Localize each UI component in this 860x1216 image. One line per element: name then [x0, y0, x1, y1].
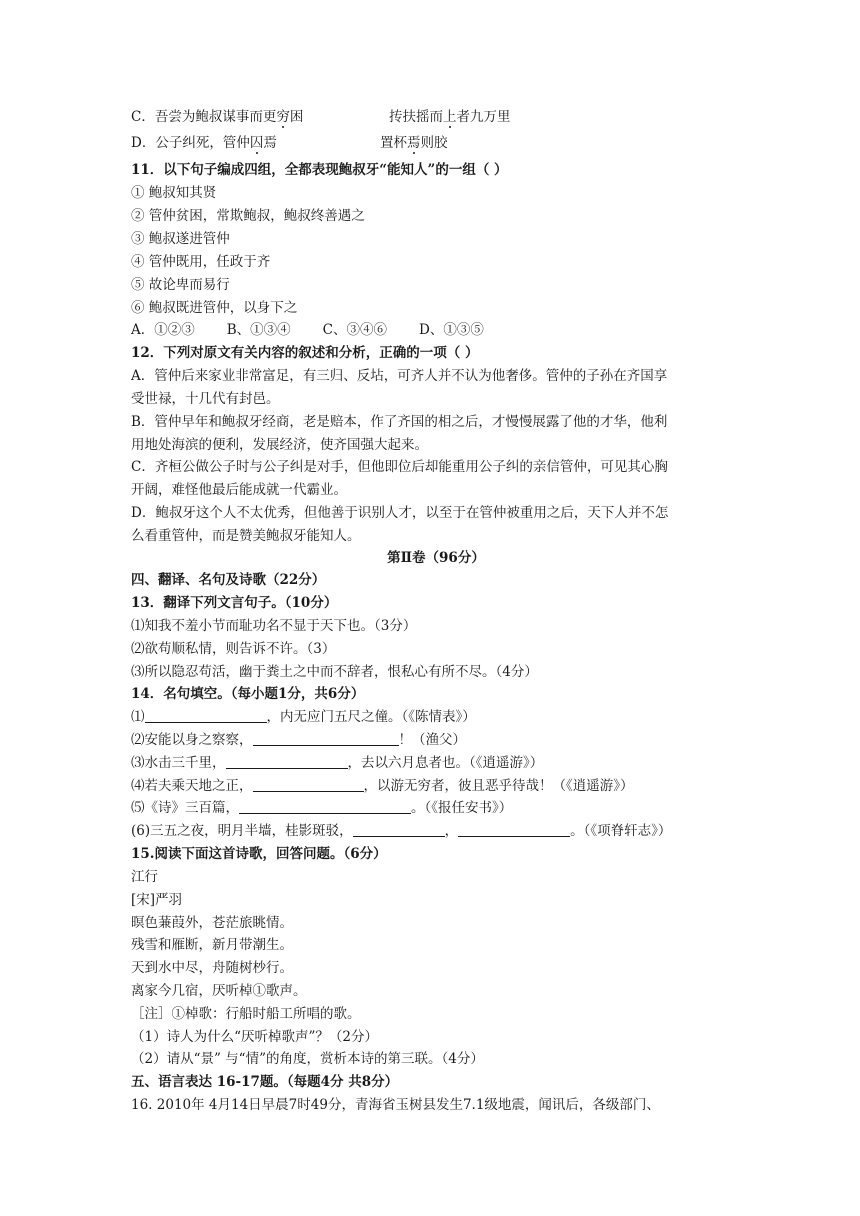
q14-blank-4[interactable] [253, 777, 364, 792]
q10-c-left-rest: 困 [289, 109, 304, 125]
q12-line-8: 么看重管仲，而是赞美鲍叔牙能知人。 [131, 528, 361, 544]
q11-item-5: ⑤ 故论卑而易行 [131, 277, 230, 293]
q15-question-1: （1）诗人为什么“厌听棹歌声”？（2分） [131, 1029, 378, 1045]
q11-option-b: B、①③④ [226, 322, 291, 338]
q14-item-6-comma: ， [444, 823, 459, 839]
q11-title: 11．以下句子编成四组，全都表现鲍叔牙“能知人”的一组（ ） [131, 162, 508, 178]
q13-item-1: ⑴知我不羞小节而耻功名不显于天下也。（3分） [131, 618, 417, 634]
q10-c-right-rest: 者九万里 [456, 109, 511, 125]
q14-item-6 [131, 820, 741, 842]
q14-item-1 [131, 706, 741, 728]
q12-line-5: C．齐桓公做公子时与公子纠是对手，但他即位后却能重用公子纠的亲信管仲，可见其心胸 [131, 459, 668, 475]
poem-line-2: 残雪和雁断，新月带潮生。 [131, 937, 293, 953]
q14-item-5-rest: 。（《报任安书》） [411, 800, 513, 816]
q14-blank-2[interactable] [253, 731, 399, 746]
q12-line-2: 受世禄，十几代有封邑。 [131, 391, 280, 407]
q12-line-1: A．管仲后来家业非常富足，有三归、反坫，可齐人并不认为他奢侈。管仲的子孙在齐国享 [131, 368, 668, 384]
q16-text: 16. 2010年 4月14日早晨7时49分，青海省玉树县发生7.1级地震，闻讯后，各级部门、 [131, 1097, 660, 1113]
q12-line-3: B．管仲早年和鲍叔牙经商，老是赔本，作了齐国的相之后，才慢慢展露了他的才华，他利 [131, 414, 668, 430]
q10-d-right-text: 置杯 [380, 135, 407, 151]
q14-item-1-prefix: ⑴ [131, 709, 145, 725]
q14-blank-5[interactable] [239, 799, 411, 814]
poem-line-1: 暝色蒹葭外，苍茫旅眺情。 [131, 915, 293, 931]
q11-option-c: C、③④⑥ [322, 322, 388, 338]
q14-item-3-rest: ，去以六月息者也。（《逍遥游》） [347, 755, 544, 771]
q11-item-1: ① 鲍叔知其贤 [131, 185, 217, 201]
q14-item-4-text: ⑷若夫乘天地之正， [131, 778, 253, 794]
q10-c-left-text: C．吾尝为鲍叔谋事而更 [131, 109, 277, 125]
q10-option-c [131, 106, 741, 128]
q13-item-3: ⑶所以隐忍苟活，幽于粪土之中而不辞者，恨私心有所不尽。（4分） [131, 664, 538, 680]
q10-c-right-dot-char: 上 [443, 109, 457, 125]
q14-item-5 [131, 797, 741, 819]
q11-item-4: ④ 管仲既用，任政于齐 [131, 254, 271, 270]
q10-d-left-text: D．公子纠死，管仲 [131, 135, 250, 151]
q10-d-right-rest: 则胶 [420, 135, 448, 151]
q10-d-right [380, 132, 448, 154]
poem-note: ［注］①棹歌：行船时船工所唱的歌。 [131, 1006, 361, 1022]
q10-c-right [389, 106, 511, 128]
section4-title: 四、翻译、名句及诗歌（22分） [131, 572, 326, 588]
q12-title: 12．下列对原文有关内容的叙述和分析，正确的一项（ ） [131, 345, 479, 361]
q10-option-d [131, 132, 741, 154]
q15-question-2: （2）请从“景” 与“情”的角度，赏析本诗的第三联。（4分） [131, 1051, 484, 1067]
poem-line-3: 天到水中尽，舟随树杪行。 [131, 960, 293, 976]
q11-option-a: A．①②③ [131, 322, 195, 338]
q14-item-3-text: ⑶水击三千里， [131, 755, 226, 771]
q14-blank-3[interactable] [226, 754, 348, 769]
q14-item-3 [131, 752, 741, 774]
q14-item-4 [131, 775, 741, 797]
q13-title: 13．翻译下列文言句子。（10分） [131, 595, 338, 611]
q14-item-5-text: ⑸《诗》三百篇， [131, 800, 239, 816]
poem-line-4: 离家今几宿，厌听棹①歌声。 [131, 983, 307, 999]
q14-blank-6b[interactable] [458, 822, 570, 837]
q10-d-left-dot-char: 囚 [249, 135, 264, 151]
q11-item-6: ⑥ 鲍叔既进管仲，以身下之 [131, 300, 298, 316]
q14-blank-1[interactable] [145, 708, 267, 723]
q11-item-3: ③ 鲍叔遂进管仲 [131, 231, 230, 247]
q11-item-2: ② 管仲贫困，常欺鲍叔，鲍叔终善遇之 [131, 208, 365, 224]
q14-item-1-text: ，内无应门五尺之僮。（《陈情表》） [266, 709, 476, 725]
section5-title: 五、语言表达 16-17题。（每题4分 共8分） [131, 1074, 399, 1090]
q15-title: 15.阅读下面这首诗歌，回答问题。（6分） [131, 846, 387, 862]
q10-c-left-dot-char: 穷 [276, 109, 290, 125]
q14-item-4-rest: ，以游无穷者，彼且恶乎待哉！（《逍遥游》） [363, 778, 634, 794]
q10-d-right-dot-char: 焉 [407, 135, 421, 151]
q10-c-right-text: 抟扶摇而 [389, 109, 443, 125]
q14-item-2-rest: ！（渔父） [398, 732, 466, 748]
q14-item-2-text: ⑵安能以身之察察， [131, 732, 253, 748]
q12-line-4: 用地处海滨的便利，发展经济，使齐国强大起来。 [131, 437, 428, 453]
q10-d-left-rest: 焉 [263, 135, 277, 151]
poem-author: [宋]严羽 [131, 892, 183, 908]
q12-line-7: D．鲍叔牙这个人不太优秀，但他善于识别人才，以至于在管仲被重用之后，天下人并不怎 [131, 505, 669, 521]
q14-title: 14．名句填空。（每小题1分，共6分） [131, 686, 365, 702]
q14-item-6-rest: 。（《项脊轩志》） [570, 823, 672, 839]
q11-options [131, 319, 741, 341]
q12-line-6: 开阔，难怪他最后能成就一代霸业。 [131, 482, 347, 498]
q14-item-2 [131, 729, 741, 751]
poem-title: 江行 [131, 869, 158, 885]
q14-item-6-text: (6)三五之夜，明月半墙，桂影斑驳， [131, 823, 353, 839]
q14-blank-6a[interactable] [353, 822, 445, 837]
part2-title: 第Ⅱ卷（96分） [387, 550, 485, 566]
q13-item-2: ⑵欲苟顺私情，则告诉不许。（3） [131, 641, 336, 657]
q11-option-d: D、①③⑤ [419, 322, 484, 338]
